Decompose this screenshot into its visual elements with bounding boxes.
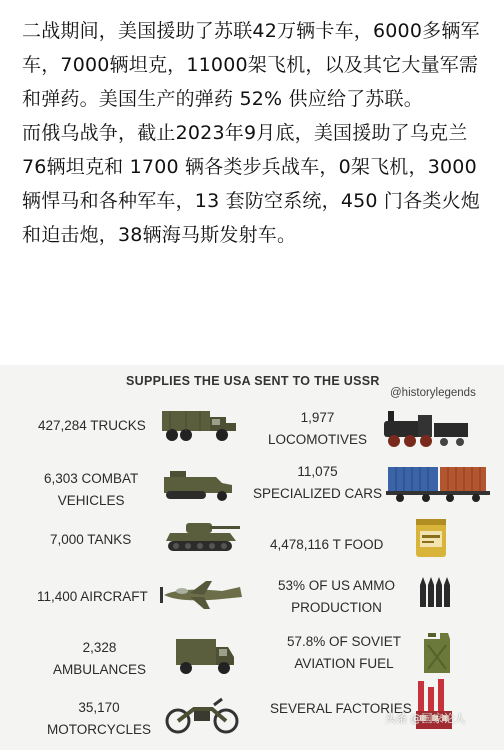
right-item-6-label: SEVERAL FACTORIES <box>270 701 412 716</box>
article-text <box>22 14 492 252</box>
left-item-3-label: 7,000 TANKS <box>50 532 132 547</box>
right-item-1-label: 1,977 LOCOMOTIVES <box>268 410 368 447</box>
left-item-2-label: 6,303 COMBAT VEHICLES <box>44 471 139 508</box>
right-item-5-label: 57.8% OF SOVIET AVIATION FUEL <box>287 634 402 671</box>
food-can-icon <box>414 515 448 559</box>
locomotive-icon <box>378 407 474 451</box>
infographic-image[interactable] <box>0 365 504 750</box>
infographic-handle: @historylegends <box>390 387 476 399</box>
left-item-4-label: 11,400 AIRCRAFT <box>37 589 148 604</box>
article-paragraph-1: 二战期间，美国援助了苏联42万辆卡车，6000多辆军车，7000辆坦克，11000架飞机，以及其它大量军需和弹药。美国生产的弹药 52% 供应给了苏联。 <box>22 20 480 110</box>
motorcycle-icon <box>164 695 240 735</box>
right-item-3-label: 4,478,116 T FOOD <box>270 537 384 552</box>
left-item-1-label: 427,284 TRUCKS <box>38 418 146 433</box>
article-paragraph-2: 而俄乌战争，截止2023年9月底，美国援助了乌克兰 76辆坦克和 1700 辆各类步兵战车，0架飞机，3000辆悍马和各种军车，13 套防空系统，450 门各类火炮和迫击炮，38辆海马斯发射车。 <box>22 122 480 246</box>
right-item-4-label: 53% OF US AMMO PRODUCTION <box>278 578 396 615</box>
ammo-icon <box>418 575 454 609</box>
ambulance-icon <box>172 635 238 677</box>
left-item-5-label: 2,328 AMBULANCES <box>53 640 147 677</box>
truck-icon <box>160 405 240 445</box>
tank-icon <box>164 517 244 557</box>
freight-car-icon <box>386 463 490 503</box>
infographic-title: SUPPLIES THE USA SENT TO THE USSR <box>126 374 380 388</box>
watermark: 头条 @国家论人 <box>385 712 466 725</box>
halftrack-icon <box>160 467 236 503</box>
jerrycan-icon <box>420 629 454 675</box>
left-item-6-label: 35,170 MOTORCYCLES <box>47 700 152 737</box>
right-item-2-label: 11,075 SPECIALIZED CARS <box>253 464 383 501</box>
aircraft-icon <box>160 577 246 613</box>
